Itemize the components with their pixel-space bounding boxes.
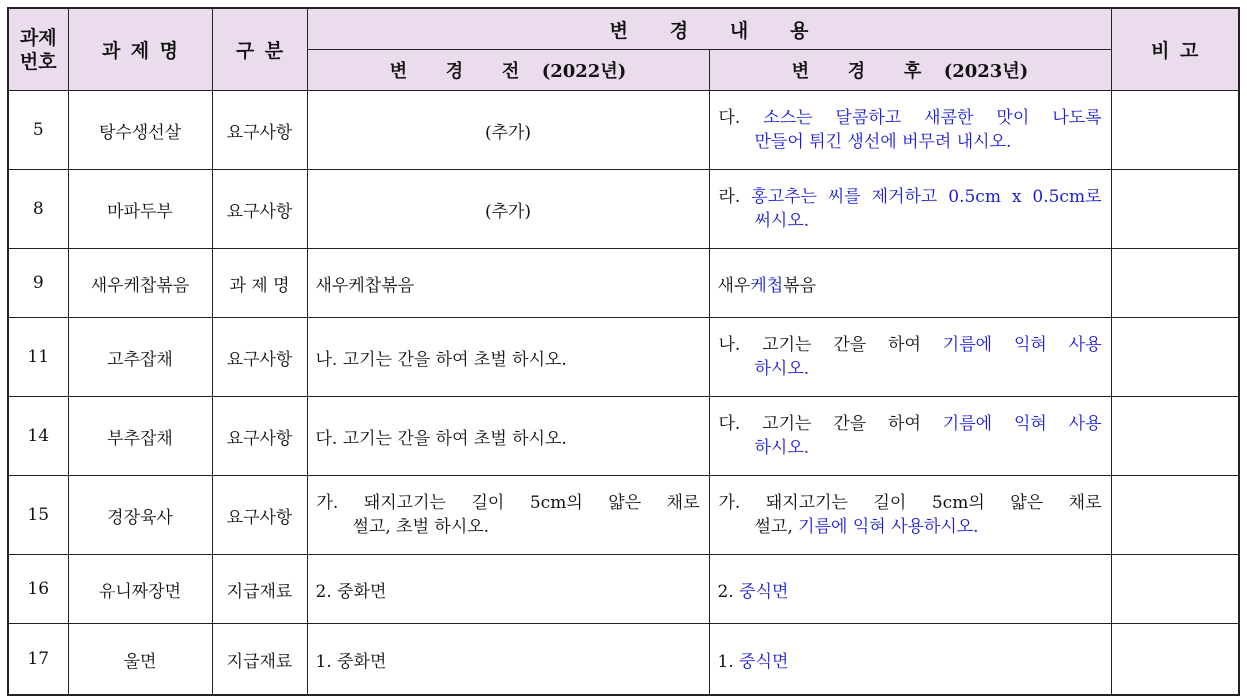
cell-task-name: 경장육사 (68, 476, 212, 555)
cell-after-line2: 써시오. (754, 211, 810, 231)
table-row (8, 170, 1239, 249)
unchanged-text: 썰고, (754, 517, 793, 537)
item-prefix: 다. (718, 108, 741, 128)
header-after (709, 50, 1111, 91)
header-task-no-line2: 번호 (19, 50, 57, 73)
cell-task-no: 14 (8, 397, 68, 476)
header-task-no-line1: 과제 (19, 26, 57, 49)
table-row (8, 555, 1239, 624)
cell-remark (1111, 318, 1239, 397)
changed-text: 중식면 (739, 651, 789, 672)
cell-after-line2: 만들어 튀긴 생선에 버무려 내시오. (754, 132, 1012, 152)
cell-task-no: 8 (8, 170, 68, 249)
cell-after-line2: 하시오. (754, 438, 810, 458)
cell-task-name: 부추잡채 (68, 397, 212, 476)
unchanged-text: 나. 고기는 간을 하여 (718, 335, 921, 355)
header-category: 구분 (212, 8, 307, 91)
cell-after-line2: 하시오. (754, 359, 810, 379)
changed-text: 케첩 (750, 275, 784, 296)
cell-before: (추가) (307, 91, 709, 170)
header-task-name: 과제명 (68, 8, 212, 91)
cell-after (709, 476, 1111, 555)
cell-task-name: 울면 (68, 624, 212, 696)
cell-task-name: 탕수생선살 (68, 91, 212, 170)
changed-text: 기름에 익혀 사용 (942, 335, 1102, 355)
table-row (8, 397, 1239, 476)
header-remark: 비고 (1111, 8, 1239, 91)
cell-before: 새우케찹볶음 (307, 249, 709, 318)
cell-task-no: 9 (8, 249, 68, 318)
cell-before: 다. 고기는 간을 하여 초벌 하시오. (307, 397, 709, 476)
table-row (8, 91, 1239, 170)
item-prefix: 2. (717, 581, 734, 602)
cell-task-name: 유니짜장면 (68, 555, 212, 624)
table-row (8, 476, 1239, 555)
change-table (7, 7, 1240, 696)
table-row (8, 624, 1239, 696)
cell-remark (1111, 91, 1239, 170)
cell-after-line1 (719, 333, 1102, 357)
cell-after (709, 170, 1111, 249)
header-change-content: 변경내용 (307, 8, 1111, 50)
cell-task-name: 고추잡채 (68, 318, 212, 397)
changed-text: 소스는 달콤하고 새콤한 맛이 나도록 (763, 108, 1102, 128)
changed-text: 기름에 익혀 사용하시오. (798, 517, 979, 537)
header-after-year: (2023년) (943, 61, 1029, 82)
item-prefix: 1. (717, 651, 734, 672)
cell-remark (1111, 476, 1239, 555)
header-task-no (8, 8, 68, 91)
cell-task-no: 16 (8, 555, 68, 624)
changed-text: 기름에 익혀 사용 (942, 414, 1102, 434)
cell-after (709, 318, 1111, 397)
cell-after-line1 (719, 412, 1102, 436)
cell-after (709, 249, 1111, 318)
cell-after (709, 91, 1111, 170)
cell-category: 지급재료 (212, 624, 307, 696)
unchanged-text: 새우 (717, 275, 751, 296)
cell-before: (추가) (307, 170, 709, 249)
cell-category: 요구사항 (212, 397, 307, 476)
cell-remark (1111, 624, 1239, 696)
table-row (8, 249, 1239, 318)
header-before-label: 변 경 전 (389, 61, 536, 82)
cell-remark (1111, 555, 1239, 624)
change-table-wrapper (7, 7, 1240, 696)
cell-category: 요구사항 (212, 318, 307, 397)
cell-task-name: 새우케찹볶음 (68, 249, 212, 318)
cell-task-no: 17 (8, 624, 68, 696)
cell-after (709, 555, 1111, 624)
cell-task-no: 5 (8, 91, 68, 170)
header-before (307, 50, 709, 91)
cell-before: 나. 고기는 간을 하여 초벌 하시오. (307, 318, 709, 397)
cell-before-line2: 썰고, 초벌 하시오. (352, 517, 490, 537)
changed-text: 홍고추는 씨를 제거하고 0.5cm x 0.5cm로 (751, 187, 1102, 207)
cell-after-line1 (719, 106, 1102, 130)
cell-category: 지급재료 (212, 555, 307, 624)
cell-before-line1: 가. 돼지고기는 길이 5cm의 얇은 채로 (316, 493, 700, 513)
unchanged-text: 다. 고기는 간을 하여 (718, 414, 921, 434)
cell-before (307, 476, 709, 555)
cell-remark (1111, 170, 1239, 249)
header-after-label: 변 경 후 (791, 61, 938, 82)
cell-task-name: 마파두부 (68, 170, 212, 249)
cell-before: 2. 중화면 (307, 555, 709, 624)
cell-task-no: 15 (8, 476, 68, 555)
unchanged-text: 볶음 (783, 275, 817, 296)
table-row (8, 318, 1239, 397)
item-prefix: 라. (718, 187, 741, 207)
cell-after-line2 (719, 515, 1102, 539)
cell-remark (1111, 397, 1239, 476)
cell-task-no: 11 (8, 318, 68, 397)
header-row-1 (8, 8, 1239, 50)
cell-category: 과 제 명 (212, 249, 307, 318)
cell-after (709, 397, 1111, 476)
cell-after (709, 624, 1111, 696)
header-before-year: (2022년) (541, 61, 627, 82)
cell-category: 요구사항 (212, 170, 307, 249)
changed-text: 중식면 (739, 581, 789, 602)
cell-after-line1: 가. 돼지고기는 길이 5cm의 얇은 채로 (718, 493, 1102, 513)
cell-before: 1. 중화면 (307, 624, 709, 696)
cell-category: 요구사항 (212, 476, 307, 555)
cell-remark (1111, 249, 1239, 318)
cell-category: 요구사항 (212, 91, 307, 170)
cell-after-line1 (719, 185, 1102, 209)
